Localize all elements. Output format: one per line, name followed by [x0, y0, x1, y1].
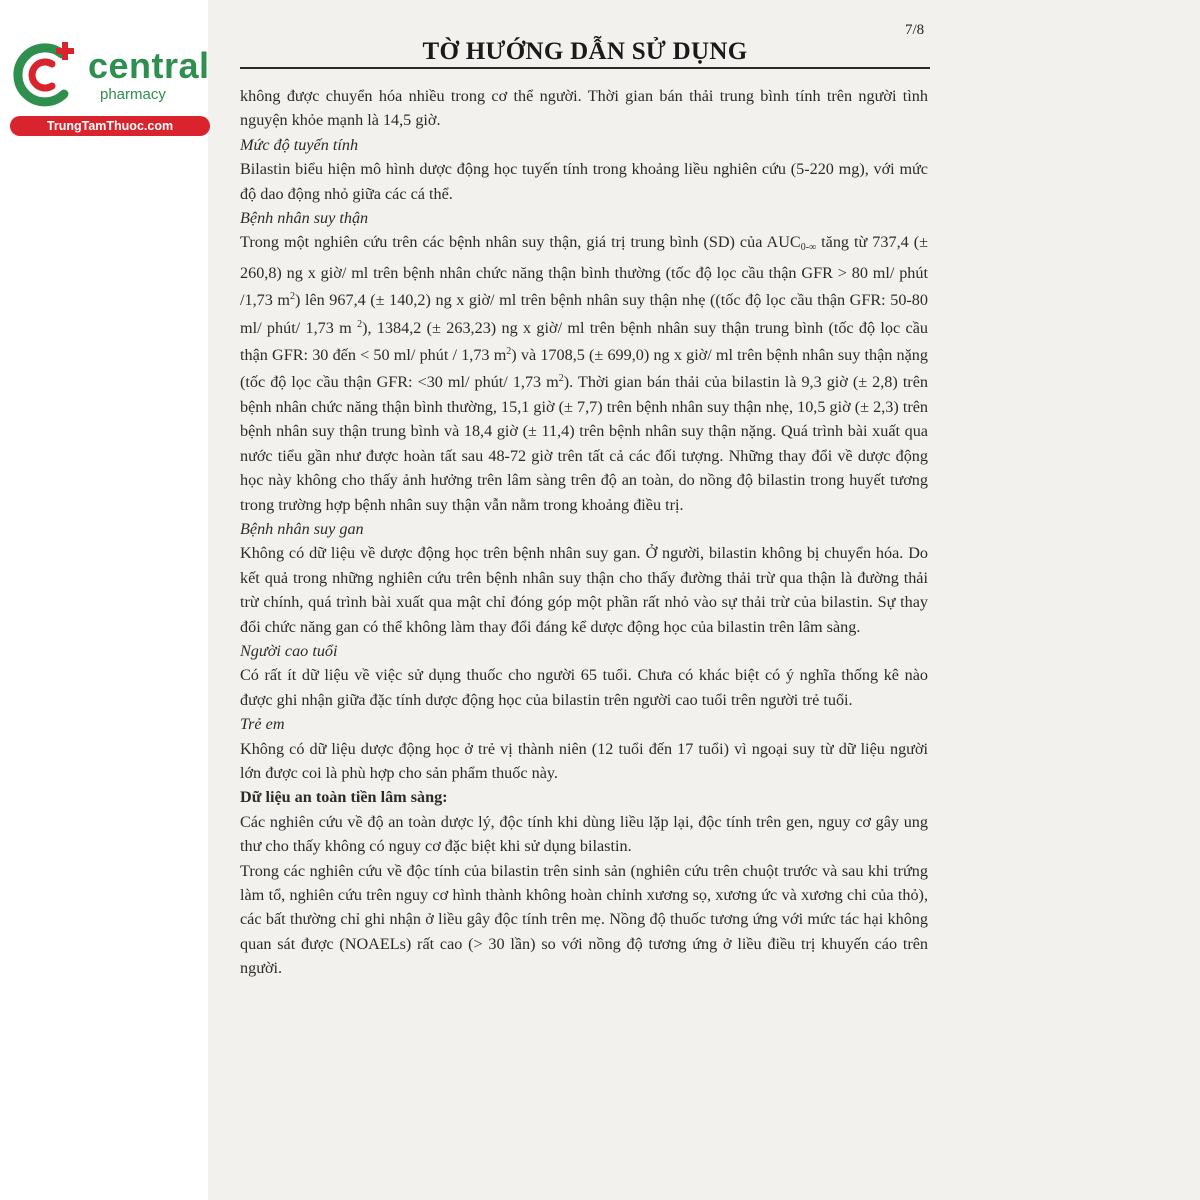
renal-heading: Bệnh nhân suy thận [240, 209, 369, 228]
superscript-2: 2 [289, 291, 295, 303]
preclinical-paragraph-2: Trong các nghiên cứu về độc tính của bilastin trên sinh sản (nghiên cứu trên chuột trước và sau khi trứng làm tổ, nghiên cứu trên nguy cơ hình thành không hoàn chỉnh xương sọ, xương ức và xương chi của thỏ), các bất thường chỉ ghi nhận ở liều gây độc tính trên mẹ. Nồng độ thuốc tương ứng với mức tác hại không quan sát được (NOAELs) rất cao (> 30 lần) so với nồng độ tương ứng ở liều điều trị khuyến cáo trên người. [240, 861, 928, 978]
renal-text-1: Trong một nghiên cứu trên các bệnh nhân suy thận, giá trị trung bình (SD) của AUC [240, 233, 801, 252]
renal-text-2: tăng từ 737,4 (± 260,8) ng x giờ/ ml trên bệnh nhân chức năng thận bình thường (tốc độ lọc cầu thận GFR > 80 ml/ phút /1,73 m [240, 233, 928, 310]
elderly-paragraph: Có rất ít dữ liệu về việc sử dụng thuốc cho người 65 tuổi. Chưa có khác biệt có ý nghĩa thống kê nào được ghi nhận giữa đặc tính dược động học của bilastin trên người cao tuổi trên người trẻ tuổi. [240, 666, 928, 709]
renal-text-6: ). Thời gian bán thải của bilastin là 9,3 giờ (± 2,8) trên bệnh nhân chức năng thận bình thường, 15,1 giờ (± 7,7) trên bệnh nhân suy thận nhẹ, 10,5 giờ (± 2,3) trên bệnh nhân suy thận trung bình và 18,4 giờ (± 11,4) trên bệnh nhân suy thận nặng. Quá trình bài xuất qua nước tiểu gần như được hoàn tất sau 48-72 giờ trên tất cả các đối tượng. Những thay đổi về dược động học này không cho thấy ảnh hưởng trên lâm sàng trên độ an toàn, do nồng độ bilastin trong huyết tương trong trường hợp bệnh nhân suy thận vẫn nằm trong khoảng điều trị. [240, 373, 928, 514]
logo-wordmark: central [88, 45, 210, 86]
renal-text-5: ) và 1708,5 (± 699,0) ng x giờ/ ml trên bệnh nhân suy thận nặng (tốc độ lọc cầu thận GFR: <30 ml/ phút/ 1,73 m [240, 346, 928, 392]
central-pharmacy-logo [10, 40, 210, 140]
logo-tagline: pharmacy [100, 86, 166, 103]
preclinical-heading: Dữ liệu an toàn tiền lâm sàng: [240, 788, 448, 807]
document-title: TỜ HƯỚNG DẪN SỬ DỤNG [422, 38, 748, 65]
auc-subscript: 0-∞ [800, 242, 817, 254]
superscript-2: 2 [558, 373, 564, 385]
linearity-heading: Mức độ tuyến tính [240, 135, 359, 154]
intro-paragraph: không được chuyển hóa nhiều trong cơ thể người. Thời gian bán thải trung bình tính trên người tình nguyện khỏe mạnh là 14,5 giờ. [240, 87, 928, 130]
renal-paragraph [240, 230, 928, 516]
preclinical-paragraph-1: Các nghiên cứu về độ an toàn dược lý, độc tính khi dùng liều lặp lại, độc tính trên gen, nguy cơ gây ung thư cho thấy không có nguy cơ đặc biệt khi sử dụng bilastin. [240, 812, 928, 856]
logo-url-banner: TrungTamThuoc.com [10, 116, 210, 136]
title-divider [240, 67, 930, 69]
elderly-heading: Người cao tuổi [240, 641, 338, 660]
page-number: 7/8 [905, 22, 925, 38]
superscript-2: 2 [357, 318, 363, 330]
linearity-paragraph: Bilastin biểu hiện mô hình dược động học tuyến tính trong khoảng liều nghiên cứu (5-220 mg), với mức độ dao động nhỏ giữa các cá thể. [240, 160, 928, 203]
pharmacy-c-cross-icon [10, 40, 80, 110]
children-heading: Trẻ em [240, 715, 285, 734]
children-paragraph: Không có dữ liệu dược động học ở trẻ vị thành niên (12 tuổi đến 17 tuổi) vì ngoại suy từ dữ liệu người lớn được coi là phù hợp cho sản phẩm thuốc này. [240, 739, 928, 782]
document-body [240, 84, 928, 981]
hepatic-paragraph: Không có dữ liệu về dược động học trên bệnh nhân suy gan. Ở người, bilastin không bị chuyển hóa. Do kết quả trong những nghiên cứu trên bệnh nhân suy thận cho thấy đường thải trừ qua thận là đường thải trừ chính, quá trình bài xuất qua mật chỉ đóng góp một phần rất nhỏ vào sự thải trừ của bilastin. Sự thay đổi chức năng gan có thể không làm thay đổi đáng kể dược động học của bilastin trên lâm sàng. [240, 544, 928, 636]
renal-text-3: ) lên 967,4 (± 140,2) ng x giờ/ ml trên bệnh nhân suy thận nhẹ ((tốc độ lọc cầu thận GFR: 50-80 ml/ phút/ 1,73 m [240, 291, 928, 337]
renal-text-4: ), 1384,2 (± 263,23) ng x giờ/ ml trên bệnh nhân suy thận trung bình (tốc độ lọc cầu thận GFR: 30 đến < 50 ml/ phút / 1,73 m [240, 318, 928, 365]
superscript-2: 2 [506, 346, 512, 358]
hepatic-heading: Bệnh nhân suy gan [240, 519, 364, 538]
